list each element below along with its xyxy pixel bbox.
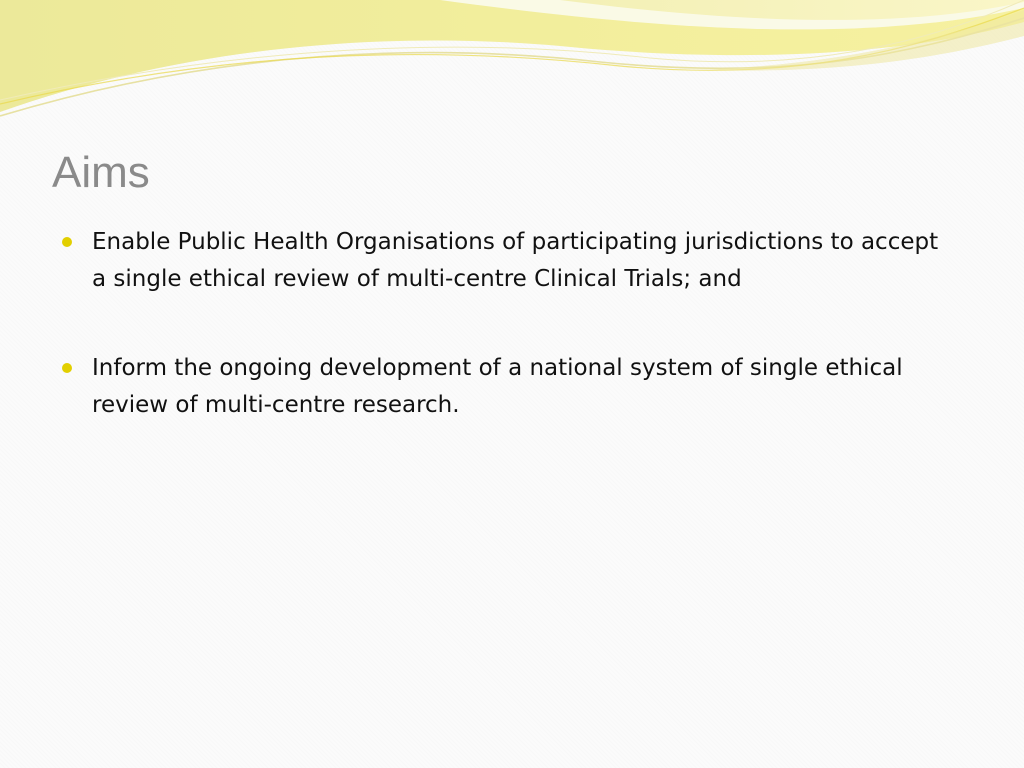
- bullet-list: [62, 224, 942, 476]
- bullet-text: Inform the ongoing development of a national system of single ethical review of multi-centre research.: [92, 355, 903, 418]
- slide-title: Aims: [52, 148, 150, 197]
- bullet-item: [62, 224, 942, 298]
- bullet-dot-icon: [62, 237, 72, 247]
- bullet-item: [62, 350, 942, 424]
- bullet-text: Enable Public Health Organisations of participating jurisdictions to accept a single ethical review of multi-centre Clinical Trials; and: [92, 229, 939, 292]
- decorative-wave-banner: [0, 0, 1024, 130]
- bullet-dot-icon: [62, 363, 72, 373]
